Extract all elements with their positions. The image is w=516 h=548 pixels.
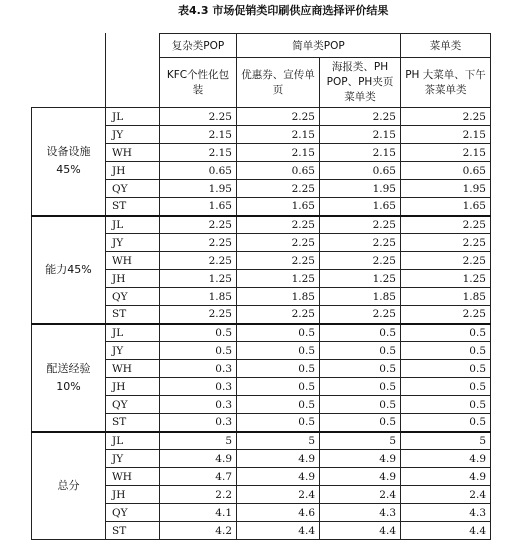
score-cell: 2.25	[401, 108, 491, 126]
score-cell: 4.3	[401, 504, 491, 522]
score-cell: 2.25	[320, 216, 401, 234]
score-cell: 2.25	[320, 306, 401, 324]
score-cell: 0.5	[160, 324, 237, 342]
score-cell: 2.15	[320, 126, 401, 144]
score-cell: 2.2	[160, 486, 237, 504]
score-cell: 0.65	[237, 162, 320, 180]
score-cell: 2.15	[160, 126, 237, 144]
score-cell: 2.25	[237, 216, 320, 234]
supplier-code: WH	[106, 252, 160, 270]
score-cell: 4.9	[320, 468, 401, 486]
score-cell: 4.9	[237, 450, 320, 468]
column-header: 优惠券、宣传单页	[237, 58, 320, 108]
score-cell: 0.5	[401, 342, 491, 360]
score-cell: 4.9	[160, 450, 237, 468]
score-cell: 2.4	[401, 486, 491, 504]
supplier-code: JL	[106, 216, 160, 234]
score-cell: 0.5	[237, 324, 320, 342]
score-cell: 2.25	[401, 216, 491, 234]
criterion-label: 设备设施 45%	[32, 108, 106, 216]
score-cell: 2.25	[160, 252, 237, 270]
score-cell: 0.5	[320, 342, 401, 360]
score-cell: 2.25	[237, 108, 320, 126]
score-cell: 4.9	[237, 468, 320, 486]
score-cell: 2.25	[160, 234, 237, 252]
supplier-code: JH	[106, 162, 160, 180]
score-cell: 4.3	[320, 504, 401, 522]
score-cell: 2.25	[237, 234, 320, 252]
supplier-code: ST	[106, 522, 160, 540]
score-cell: 0.5	[237, 342, 320, 360]
table-caption: 表4.3 市场促销类印刷供应商选择评价结果	[178, 4, 389, 17]
score-cell: 2.4	[237, 486, 320, 504]
score-cell: 5	[320, 432, 401, 450]
score-cell: 1.65	[401, 198, 491, 216]
score-cell: 0.5	[160, 342, 237, 360]
supplier-code: JL	[106, 324, 160, 342]
column-header: 海报类、PH POP、PH夹页菜单类	[320, 58, 401, 108]
score-cell: 1.85	[237, 288, 320, 306]
score-cell: 2.25	[401, 306, 491, 324]
supplier-code: ST	[106, 306, 160, 324]
table-body	[32, 108, 491, 540]
score-cell: 2.25	[160, 108, 237, 126]
supplier-code: JY	[106, 234, 160, 252]
column-header: PH 大菜单、下午茶菜单类	[401, 58, 491, 108]
group-header: 菜单类	[401, 34, 491, 58]
score-cell: 1.95	[320, 180, 401, 198]
score-cell: 1.65	[160, 198, 237, 216]
score-cell: 1.85	[160, 288, 237, 306]
supplier-code: ST	[106, 198, 160, 216]
score-cell: 1.25	[401, 270, 491, 288]
score-cell: 0.5	[320, 396, 401, 414]
supplier-code: QY	[106, 504, 160, 522]
score-cell: 0.5	[320, 378, 401, 396]
score-cell: 4.4	[320, 522, 401, 540]
score-cell: 2.25	[237, 252, 320, 270]
score-cell: 2.4	[320, 486, 401, 504]
score-cell: 0.5	[237, 378, 320, 396]
score-cell: 2.25	[160, 306, 237, 324]
score-cell: 4.9	[401, 450, 491, 468]
score-cell: 0.5	[320, 324, 401, 342]
score-cell: 0.5	[401, 360, 491, 378]
score-cell: 0.5	[320, 414, 401, 432]
table-row	[32, 216, 491, 234]
score-cell: 4.1	[160, 504, 237, 522]
score-cell: 2.15	[237, 126, 320, 144]
score-cell: 4.7	[160, 468, 237, 486]
score-cell: 2.25	[320, 252, 401, 270]
table-row	[32, 324, 491, 342]
supplier-code: QY	[106, 396, 160, 414]
corner-cell	[106, 34, 160, 108]
score-cell: 1.85	[320, 288, 401, 306]
score-cell: 1.95	[401, 180, 491, 198]
supplier-code: JH	[106, 270, 160, 288]
supplier-code: QY	[106, 180, 160, 198]
score-cell: 4.6	[237, 504, 320, 522]
group-header: 简单类POP	[237, 34, 401, 58]
group-header: 复杂类POP	[160, 34, 237, 58]
score-cell: 0.65	[401, 162, 491, 180]
evaluation-table	[31, 33, 491, 540]
supplier-code: JY	[106, 342, 160, 360]
score-cell: 4.4	[401, 522, 491, 540]
score-cell: 0.5	[401, 378, 491, 396]
score-cell: 0.5	[237, 360, 320, 378]
score-cell: 1.25	[160, 270, 237, 288]
score-cell: 2.25	[401, 252, 491, 270]
score-cell: 0.5	[401, 414, 491, 432]
supplier-code: WH	[106, 144, 160, 162]
column-header: KFC个性化包装	[160, 58, 237, 108]
score-cell: 2.25	[237, 306, 320, 324]
score-cell: 0.5	[401, 396, 491, 414]
score-cell: 4.9	[320, 450, 401, 468]
score-cell: 4.9	[401, 468, 491, 486]
score-cell: 2.15	[320, 144, 401, 162]
score-cell: 1.65	[320, 198, 401, 216]
score-cell: 2.25	[237, 180, 320, 198]
supplier-code: WH	[106, 468, 160, 486]
score-cell: 0.3	[160, 414, 237, 432]
score-cell: 2.25	[160, 216, 237, 234]
supplier-code: QY	[106, 288, 160, 306]
score-cell: 2.25	[401, 234, 491, 252]
supplier-code: JY	[106, 126, 160, 144]
supplier-code: JY	[106, 450, 160, 468]
score-cell: 5	[401, 432, 491, 450]
supplier-code: JH	[106, 378, 160, 396]
score-cell: 1.25	[320, 270, 401, 288]
score-cell: 2.25	[320, 108, 401, 126]
supplier-code: JL	[106, 108, 160, 126]
corner-cell	[32, 34, 106, 108]
score-cell: 2.15	[401, 126, 491, 144]
score-cell: 2.15	[160, 144, 237, 162]
score-cell: 2.15	[237, 144, 320, 162]
score-cell: 5	[160, 432, 237, 450]
score-cell: 1.85	[401, 288, 491, 306]
score-cell: 0.5	[320, 360, 401, 378]
score-cell: 5	[237, 432, 320, 450]
score-cell: 0.3	[160, 396, 237, 414]
score-cell: 1.65	[237, 198, 320, 216]
score-cell: 2.15	[401, 144, 491, 162]
score-cell: 0.5	[237, 414, 320, 432]
score-cell: 1.25	[237, 270, 320, 288]
criterion-label: 能力45%	[32, 216, 106, 324]
table-row	[32, 108, 491, 126]
score-cell: 0.3	[160, 360, 237, 378]
score-cell: 2.25	[320, 234, 401, 252]
score-cell: 0.5	[237, 396, 320, 414]
supplier-code: ST	[106, 414, 160, 432]
score-cell: 0.65	[320, 162, 401, 180]
supplier-code: JH	[106, 486, 160, 504]
supplier-code: WH	[106, 360, 160, 378]
criterion-label: 总分	[32, 432, 106, 540]
supplier-code: JL	[106, 432, 160, 450]
score-cell: 1.95	[160, 180, 237, 198]
criterion-label: 配送经验 10%	[32, 324, 106, 432]
score-cell: 4.2	[160, 522, 237, 540]
group-header-row	[32, 34, 491, 58]
table-row	[32, 432, 491, 450]
score-cell: 0.3	[160, 378, 237, 396]
score-cell: 0.5	[401, 324, 491, 342]
score-cell: 4.4	[237, 522, 320, 540]
score-cell: 0.65	[160, 162, 237, 180]
